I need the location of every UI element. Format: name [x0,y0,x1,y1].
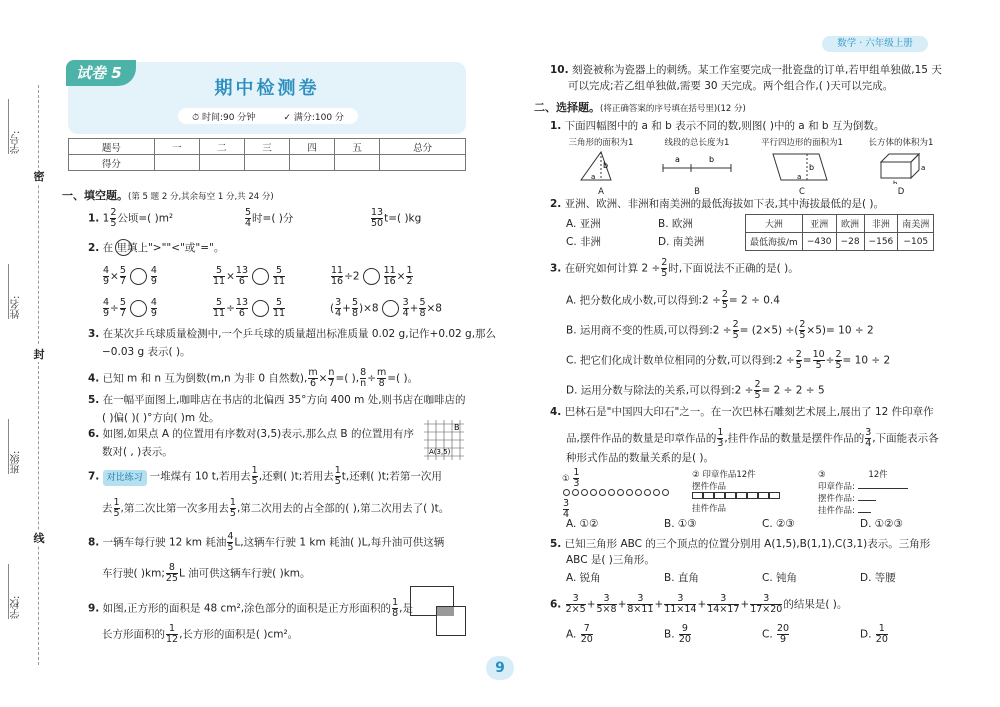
question-1c: $\frac{13}{50}$ t=( )kg [371,207,422,229]
option-b[interactable]: B. ①③ [664,518,697,530]
clock-icon: ⏱ 时间:90 分钟 [192,112,256,123]
score-table [68,138,466,171]
compare-circle[interactable] [115,239,132,256]
question-1b: $\frac{5}{4}$ 时=( )分 [245,207,294,229]
option-b[interactable]: B. 直角 [664,572,699,584]
question-2: 2. 在 里填上">""<"或"="。 [88,242,225,254]
question-1: 1. 1 $\frac{2}{5}$ 公顷=( )m² [88,207,174,229]
exam-title: 期中检测卷 [214,78,320,99]
question-10: 10. 刻瓷被称为瓷器上的刺绣。某工作室要完成一批瓷盘的订单,若甲组单独做,15 天 [550,64,942,76]
option-a[interactable]: A. ①② [566,518,599,530]
score-row-label: 得分 [69,155,155,171]
compare-circle[interactable] [252,268,269,285]
name-label: 姓名: [8,260,24,319]
option-d[interactable]: D. 运用分数与除法的关系,可以得到:2 ÷ $\frac{2}{5}$ = 2 ÷ 2 ÷ 5 [566,379,825,401]
score-cell: 五 [335,139,380,155]
compare-item: $\frac{11}{16}$ ÷2 $\frac{11}{16}$ × $\frac{1}{2}$ [331,265,413,287]
table-cell: 最低海拔/m [746,233,803,251]
question-8-line2: 车行驶( )km; $\frac{8}{25}$ L 油可供这辆车行驶( )km。 [102,562,311,584]
compare-item: $\frac{5}{11}$ × $\frac{13}{6}$ $\frac{5}{11}$ [213,265,286,287]
question-9: 9. 如图,正方形的面积是 48 cm²,涂色部分的面积是正方形面积的 $\frac{1}{8}$ ,是 [88,597,413,619]
section1-title: 一、填空题。(第 5 题 2 分,其余每空 1 分,共 24 分) [62,189,274,202]
option-d[interactable]: D. $\frac{1}{20}$ [860,623,888,645]
score-cell: 四 [290,139,335,155]
score-input[interactable] [199,155,244,171]
table-cell: 南美洲 [898,215,934,233]
question-3-line2: −0.03 g 表示( )。 [102,346,191,358]
check-icon: ✓ 满分:100 分 [283,112,344,123]
option-c[interactable]: C. 非洲 [566,236,602,248]
choice-4-line2: 品,摆件作品的数量是印章作品的 $\frac{1}{3}$ ,挂件作品的数量是摆件作品的 $\frac{3}{4}$ ,下面能表示各 [566,427,939,449]
compare-circle[interactable] [130,268,147,285]
compare-circle[interactable] [130,300,147,317]
score-input[interactable] [290,155,335,171]
score-input[interactable] [335,155,380,171]
svg-text:b: b [893,180,898,184]
question-5-line2: ( )偏( )( )°方向( )m 处。 [102,412,220,424]
score-cell: 题号 [69,139,155,155]
exam-header [68,62,466,134]
school-label: 学校: [8,560,24,619]
choice-5: 5. 已知三角形 ABC 的三个顶点的位置分别用 A(1,5),B(1,1),C(3,1)表示。三角形 [550,538,931,550]
svg-text:A(3,5): A(3,5) [429,448,451,456]
choice-4: 4. 巴林石是"中国四大印石"之一。在一次巴林石雕刻艺术展上,展出了 12 件印章作 [550,406,934,418]
question-7: 7. 对比练习 一堆煤有 10 t,若用去 $\frac{1}{5}$ ,还剩( )t;若用去 $\frac{1}{5}$ t,还剩( )t;若第一次用 [88,465,442,487]
score-input[interactable] [380,155,466,171]
compare-item: ( $\frac{3}{4}$ + $\frac{5}{8}$ )×8 $\frac{3}{4}$ + $\frac{5}{8}$ ×8 [330,297,442,319]
exam-info [178,108,358,124]
option-a[interactable]: A. 把分数化成小数,可以得到:2 ÷ $\frac{2}{5}$ = 2 ÷ 0.4 [566,289,780,311]
question-6: 6. 如图,如果点 A 的位置用有序数对(3,5)表示,那么点 B 的位置用有序 [88,428,414,440]
option-c[interactable]: C. ②③ [762,518,795,530]
option-b[interactable]: B. 运用商不变的性质,可以得到:2 ÷ $\frac{2}{5}$ = (2×5) ÷( $\frac{2}{5}$ ×5)= 10 ÷ 2 [566,319,874,341]
exam-tag: 试卷 5 [66,60,136,86]
figure-a: 三角形的面积为1 b a A [568,138,634,197]
table-cell: −430 [802,233,836,251]
table-cell: −105 [898,233,934,251]
question-3: 3. 在某次乒乓球质量检测中,一个乒乓球的质量超出标准质量 0.02 g,记作+0.02 g,那么 [88,328,497,340]
figure-b: 线段的总长度为1 a b B [664,138,730,197]
grid-figure [420,418,468,462]
score-cell: 三 [244,139,289,155]
score-cell: 二 [199,139,244,155]
table-cell: −156 [864,233,898,251]
svg-text:a: a [675,155,680,164]
svg-text:a: a [797,173,802,181]
svg-text:b: b [603,161,609,170]
choice-5-line2: ABC 是( )三角形。 [566,554,655,566]
choice-6: 6. $\frac{3}{2\times 5}$ + $\frac{3}{5\times 8}$ + $\frac{3}{8\times 11}$ + $\frac{3}{11\times 14}$ + $\frac{3}{14\times 17}$ + $\frac{3}{17\times 20}$ 的结果是( )。 [550,593,848,615]
compare-circle[interactable] [363,268,380,285]
svg-text:B: B [454,423,460,432]
score-cell: 总分 [380,139,466,155]
shaded-overlap [437,607,454,616]
choice-1: 1. 下面四幅图中的 a 和 b 表示不同的数,则图( )中的 a 和 b 互为倒数。 [550,120,885,132]
class-label: 班级: [8,415,24,474]
compare-item: $\frac{4}{9}$ × $\frac{5}{7}$ $\frac{4}{9}$ [103,265,157,287]
score-input[interactable] [154,155,199,171]
figure-4-3: ③ 12件 印章作品: 摆件作品: 挂件作品: [818,468,948,516]
option-d[interactable]: D. 南美洲 [658,236,705,248]
option-a[interactable]: A. 锐角 [566,572,601,584]
table-cell: 欧洲 [836,215,864,233]
compare-circle[interactable] [252,300,269,317]
question-6-line2: 数对( , )表示。 [102,446,173,458]
compare-practice-badge: 对比练习 [103,470,147,486]
option-d[interactable]: D. 等腰 [860,572,896,584]
svg-text:a: a [591,173,596,181]
table-cell: 非洲 [864,215,898,233]
altitude-table [745,214,934,251]
figure-4-2: ② 印章作品12件 摆件作品 挂件作品 [692,468,802,514]
figure-4-1: ① $\frac{1}{3}$ $\frac{3}{4}$ [562,468,682,520]
question-7-line2: 去 $\frac{1}{5}$ ,第二次比第一次多用去 $\frac{1}{5}$ ,第二次用去的占全部的( ),第二次用去了( )t。 [102,497,450,519]
svg-text:b: b [809,163,815,172]
question-9-line2: 长方形面积的 $\frac{1}{12}$ ,长方形的面积是( )cm²。 [102,623,299,645]
option-c[interactable]: C. $\frac{20}{9}$ [762,623,790,645]
compare-item: $\frac{5}{11}$ ÷ $\frac{13}{6}$ $\frac{5}{11}$ [213,297,286,319]
figure-c: 平行四边形的面积为1 b a C [761,138,843,197]
option-a[interactable]: A. $\frac{7}{20}$ [566,623,593,645]
score-cell: 一 [154,139,199,155]
option-b[interactable]: B. $\frac{9}{20}$ [664,623,691,645]
question-8: 8. 一辆车每行驶 12 km 耗油 $\frac{4}{5}$ L,这辆车行驶 1 km 耗油( )L,每升油可供这辆 [88,531,445,553]
svg-text:a: a [921,164,926,172]
table-cell: 亚洲 [802,215,836,233]
choice-3: 3. 在研究如何计算 2 ÷ $\frac{2}{5}$ 时,下面说法不正确的是( )。 [550,257,799,279]
binding-word-xian: 线 [33,532,45,545]
compare-circle[interactable] [382,300,399,317]
binding-word-mi: 密 [33,170,45,183]
score-input[interactable] [244,155,289,171]
question-4: 4. 已知 m 和 n 互为倒数(m,n 为非 0 自然数), $\frac{m}{6}$ × $\frac{n}{7}$ =( ), $\frac{8}{n}$ ÷ $\frac{m}{8}$ =( )。 [88,367,419,389]
table-cell: 大洲 [746,215,803,233]
subject-tag: 数学 · 六年级上册 [822,36,928,52]
choice-2: 2. 亚洲、欧洲、非洲和南美洲的最低海拔如下表,其中海拔最低的是( )。 [550,198,885,210]
choice-4-line3: 种形式作品的数量关系的是( )。 [566,452,715,464]
option-c[interactable]: C. 把它们化成计数单位相同的分数,可以得到:2 ÷ $\frac{2}{5}$ = $\frac{10}{5}$ ÷ $\frac{2}{5}$ = 10 ÷ 2 [566,349,891,371]
option-c[interactable]: C. 钝角 [762,572,798,584]
student-number-label: 学号: [8,95,24,154]
section2-title: 二、选择题。(将正确答案的序号填在括号里)(12 分) [534,101,746,114]
question-10-line2: 可以完成;若乙组单独做,需要 30 天完成。两个组合作,( )天可以完成。 [568,80,894,92]
svg-text:b: b [709,155,715,164]
option-d[interactable]: D. ①②③ [860,518,903,530]
option-b[interactable]: B. 欧洲 [658,218,693,230]
compare-item: $\frac{4}{9}$ ÷ $\frac{5}{7}$ $\frac{4}{9}$ [103,297,157,319]
page-number: 9 [486,656,514,680]
table-cell: −28 [836,233,864,251]
figure-d: 长方体的体积为1 a b D [868,138,934,197]
binding-margin [0,0,52,707]
binding-word-feng: 封 [33,348,45,361]
option-a[interactable]: A. 亚洲 [566,218,601,230]
question-5: 5. 在一幅平面图上,咖啡店在书店的北偏西 35°方向 400 m 处,则书店在咖啡店的 [88,394,466,406]
